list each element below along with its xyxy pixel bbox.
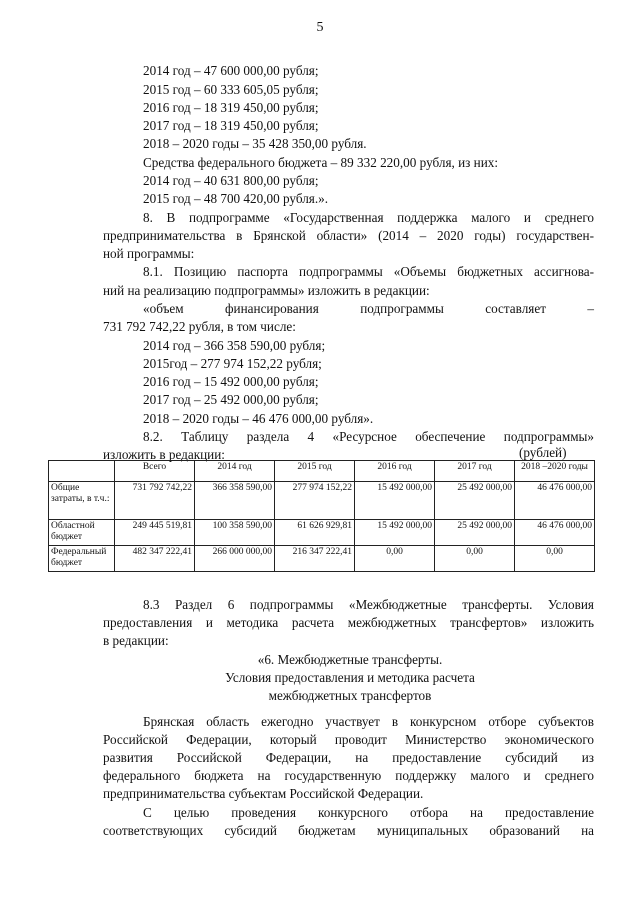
text-line: 2016 год – 15 492 000,00 рубля; bbox=[143, 374, 319, 389]
table-cell: 61 626 929,81 bbox=[275, 520, 355, 546]
text-line: 8.1. Позицию паспорта подпрограммы «Объемы бюджетных ассигнова- bbox=[143, 264, 594, 279]
text-line: 2017 год – 18 319 450,00 рубля; bbox=[143, 118, 319, 133]
table-unit: (рублей) bbox=[519, 445, 567, 460]
text-line: Российской Федерации, который проводит Министерство экономического bbox=[103, 732, 594, 747]
table-header-cell bbox=[49, 461, 115, 482]
text-line: Средства федерального бюджета – 89 332 220,00 рубля, из них: bbox=[143, 155, 499, 170]
table-header-cell: 2017 год bbox=[435, 461, 515, 482]
table-cell: 15 492 000,00 bbox=[355, 482, 435, 520]
text-line: 2018 – 2020 годы – 35 428 350,00 рубля. bbox=[143, 136, 367, 151]
text-line: предоставления и методика расчета межбюджетных трансфертов» изложить bbox=[103, 615, 594, 630]
table-cell: 0,00 bbox=[435, 546, 515, 572]
text-line: 731 792 742,22 рубля, в том числе: bbox=[103, 319, 296, 334]
text-line: 2014 год – 47 600 000,00 рубля; bbox=[143, 63, 319, 78]
table-header-cell: 2015 год bbox=[275, 461, 355, 482]
table-row-label: Областной бюджет bbox=[49, 520, 115, 546]
table-row-label: Общие затраты, в т.ч.: bbox=[49, 482, 115, 520]
section-heading: «6. Межбюджетные трансферты. bbox=[257, 652, 443, 667]
section-heading: Условия предоставления и методика расчета bbox=[225, 670, 475, 685]
text-line: развития Российской Федерации, на предоставление субсидий из bbox=[103, 750, 594, 765]
table-cell: 46 476 000,00 bbox=[515, 482, 595, 520]
table-cell: 366 358 590,00 bbox=[195, 482, 275, 520]
table-cell: 216 347 222,41 bbox=[275, 546, 355, 572]
page-number: 5 bbox=[316, 20, 324, 35]
text-line: предпринимательства субъектам Российской Федерации. bbox=[103, 786, 424, 801]
section-heading: межбюджетных трансфертов bbox=[268, 688, 432, 703]
table-cell: 46 476 000,00 bbox=[515, 520, 595, 546]
text-line: 2016 год – 18 319 450,00 рубля; bbox=[143, 100, 319, 115]
text-line: Брянская область ежегодно участвует в конкурсном отборе субъектов bbox=[143, 714, 594, 729]
table-row-label: Федеральный бюджет bbox=[49, 546, 115, 572]
table-header-cell: 2014 год bbox=[195, 461, 275, 482]
text-line: 8. В подпрограмме «Государственная поддержка малого и среднего bbox=[143, 210, 594, 225]
text-line: соответствующих субсидий бюджетам муниципальных образований на bbox=[103, 823, 594, 838]
table-cell: 266 000 000,00 bbox=[195, 546, 275, 572]
text-line: ний на реализацию подпрограммы» изложить в редакции: bbox=[103, 283, 430, 298]
table-row bbox=[49, 520, 595, 546]
text-line: 2015 год – 60 333 605,05 рубля; bbox=[143, 82, 319, 97]
text-line: изложить в редакции: bbox=[103, 447, 225, 462]
text-line: 8.2. Таблицу раздела 4 «Ресурсное обеспечение подпрограммы» bbox=[143, 429, 594, 444]
text-line: 2017 год – 25 492 000,00 рубля; bbox=[143, 392, 319, 407]
text-line: 2015 год – 48 700 420,00 рубля.». bbox=[143, 191, 329, 206]
resource-table bbox=[48, 460, 595, 572]
table-cell: 277 974 152,22 bbox=[275, 482, 355, 520]
table-header-cell: 2018 –2020 годы bbox=[515, 461, 595, 482]
table-cell: 482 347 222,41 bbox=[115, 546, 195, 572]
text-line: ной программы: bbox=[103, 246, 195, 261]
text-line: федерального бюджета на государственную поддержку малого и среднего bbox=[103, 768, 594, 783]
table-row bbox=[49, 546, 595, 572]
text-line: предпринимательства в Брянской области» (2014 – 2020 годы) государствен- bbox=[103, 228, 594, 243]
text-line: 2015год – 277 974 152,22 рубля; bbox=[143, 356, 322, 371]
text-line: «объем финансирования подпрограммы составляет – bbox=[143, 301, 594, 316]
table-cell: 100 358 590,00 bbox=[195, 520, 275, 546]
table-header-cell: Всего bbox=[115, 461, 195, 482]
table-cell: 0,00 bbox=[355, 546, 435, 572]
table-header-row bbox=[49, 461, 595, 482]
text-line: в редакции: bbox=[103, 633, 169, 648]
text-line: С целью проведения конкурсного отбора на предоставление bbox=[143, 805, 594, 820]
table-cell: 249 445 519,81 bbox=[115, 520, 195, 546]
table-cell: 25 492 000,00 bbox=[435, 482, 515, 520]
table-cell: 25 492 000,00 bbox=[435, 520, 515, 546]
text-line: 2018 – 2020 годы – 46 476 000,00 рубля». bbox=[143, 411, 374, 426]
text-line: 8.3 Раздел 6 подпрограммы «Межбюджетные трансферты. Условия bbox=[143, 597, 594, 612]
table-cell: 15 492 000,00 bbox=[355, 520, 435, 546]
table-header-cell: 2016 год bbox=[355, 461, 435, 482]
table-cell: 0,00 bbox=[515, 546, 595, 572]
table-row bbox=[49, 482, 595, 520]
table-cell: 731 792 742,22 bbox=[115, 482, 195, 520]
text-line: 2014 год – 40 631 800,00 рубля; bbox=[143, 173, 319, 188]
text-line: 2014 год – 366 358 590,00 рубля; bbox=[143, 338, 326, 353]
